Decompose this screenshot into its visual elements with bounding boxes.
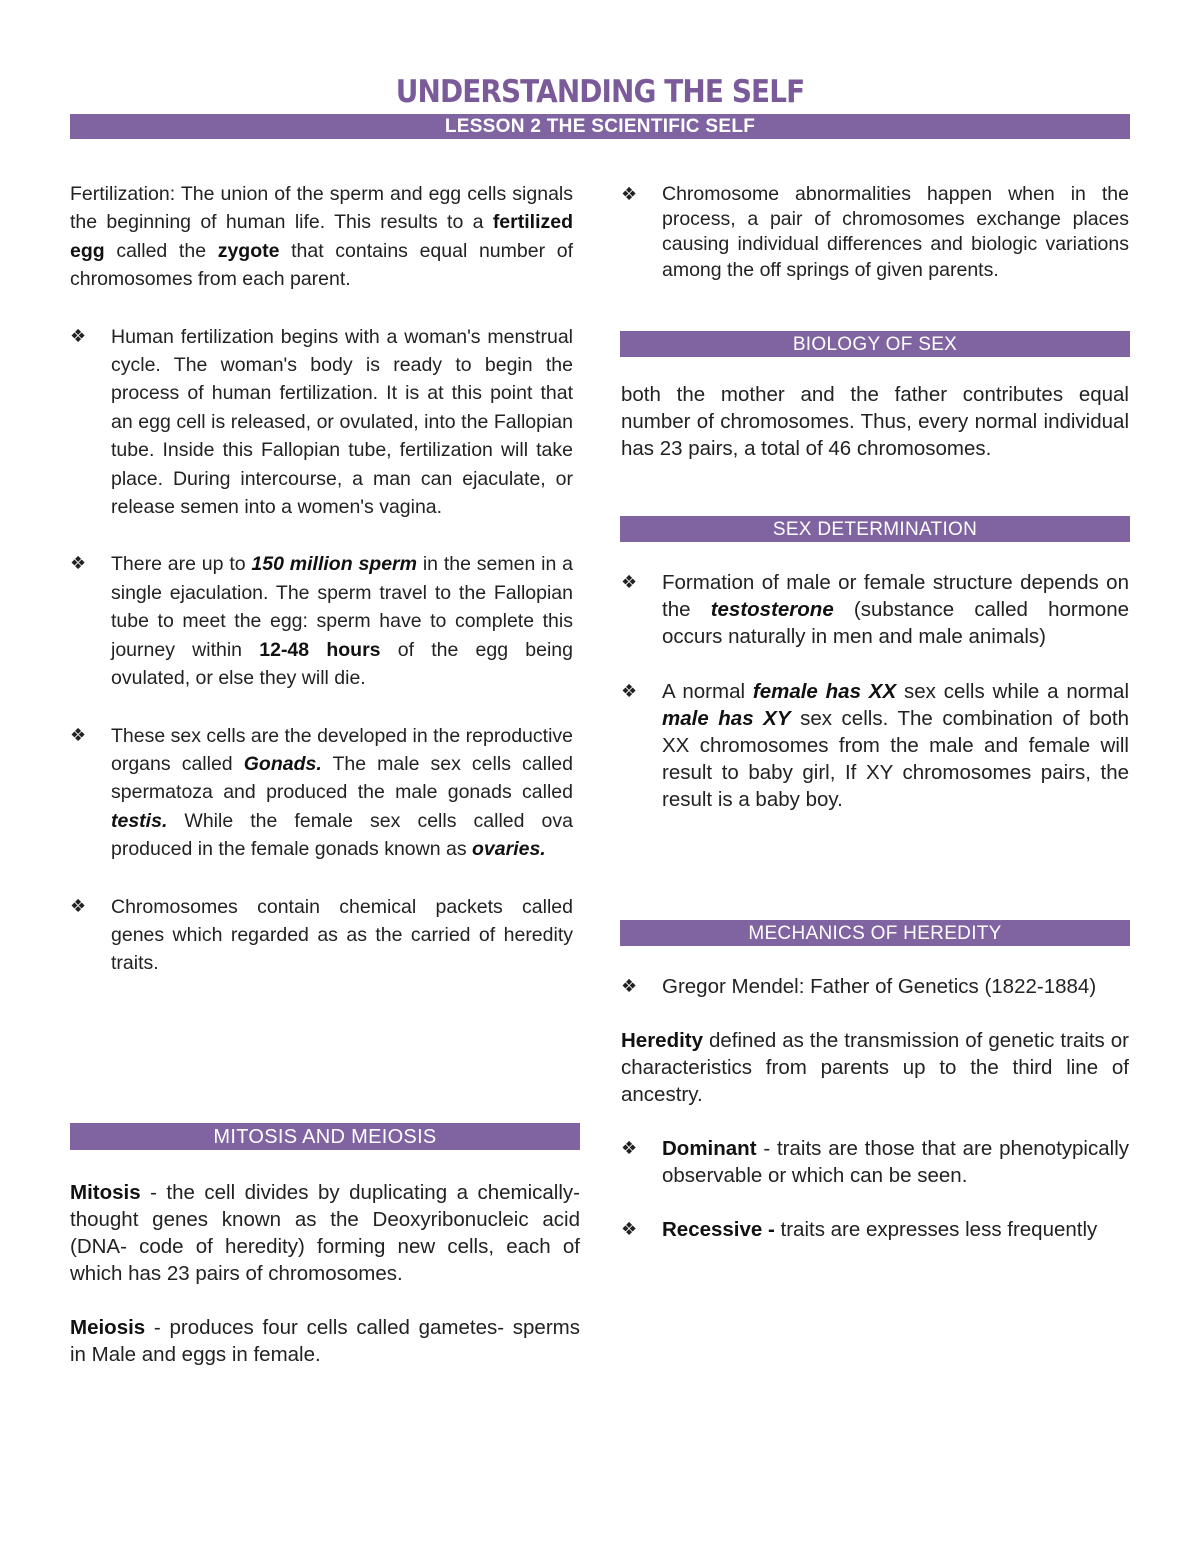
heredity-paragraph: Heredity defined as the transmission of genetic traits or characteristics from parents up to the third line of ancestry.	[621, 1029, 1129, 1106]
mitosis-paragraph: Mitosis - the cell divides by duplicating a chemically-thought genes known as the Deoxyribonucleic acid (DNA- code of heredity) forming new cells, each of which has 23 pairs of chromosomes.	[70, 1181, 580, 1285]
lesson-bar: LESSON 2 THE SCIENTIFIC SELF	[70, 114, 1130, 139]
biology-of-sex-heading: BIOLOGY OF SEX	[620, 331, 1130, 357]
left-column	[70, 180, 573, 978]
left-lower-column	[70, 1179, 580, 1368]
bullet-sperm: ❖ There are up to 150 million sperm in the semen in a single ejaculation. The sperm travel to the Fallopian tube to meet the egg: sperm have to complete this journey within 12-48 hours of the egg being ovulated, or else they will die.	[70, 550, 573, 692]
bullet-chromosomes: ❖ Chromosomes contain chemical packets called genes which regarded as as the carried of heredity traits.	[70, 893, 573, 978]
sex-determination-list	[621, 569, 1129, 813]
diamond-bullet-icon: ❖	[621, 184, 638, 205]
bullet-dominant: ❖ Dominant - traits are those that are phenotypically observable or which can be seen.	[621, 1137, 1129, 1187]
bullet-mendel: ❖ Gregor Mendel: Father of Genetics (1822-1884)	[621, 975, 1097, 998]
bullet-fertilization: ❖ Human fertilization begins with a woman's menstrual cycle. The woman's body is ready to begin the process of human fertilization. It is at this point that an egg cell is released, or ovulated, into the Fallopian tube. Inside this Fallopian tube, fertilization will take place. During intercourse, a man can ejaculate, or release semen into a women's vagina.	[70, 323, 573, 522]
diamond-bullet-icon: ❖	[70, 325, 87, 347]
right-column-top	[621, 182, 1129, 283]
diamond-bullet-icon: ❖	[621, 976, 638, 997]
sex-determination-heading: SEX DETERMINATION	[620, 516, 1130, 542]
meiosis-paragraph: Meiosis - produces four cells called gametes- sperms in Male and eggs in female.	[70, 1316, 580, 1366]
heredity-section	[621, 973, 1129, 1243]
diamond-bullet-icon: ❖	[621, 681, 638, 702]
document-title: UNDERSTANDING THE SELF	[395, 74, 805, 110]
diamond-bullet-icon: ❖	[621, 572, 638, 593]
intro-paragraph: Fertilization: The union of the sperm and egg cells signals the beginning of human life. This results to a fertilized egg called the zygote that contains equal number of chromosomes from each parent.	[70, 183, 573, 291]
bullet-abnormalities: ❖ Chromosome abnormalities happen when in the process, a pair of chromosomes exchange places causing individual differences and biologic variations among the off springs of given parents.	[621, 183, 1129, 281]
diamond-bullet-icon: ❖	[70, 895, 87, 917]
diamond-bullet-icon: ❖	[70, 553, 87, 575]
mechanics-of-heredity-heading: MECHANICS OF HEREDITY	[620, 920, 1130, 946]
biology-paragraph: both the mother and the father contributes equal number of chromosomes. Thus, every normal individual has 23 pairs, a total of 46 chromosomes.	[621, 383, 1129, 460]
mitosis-meiosis-heading: MITOSIS AND MEIOSIS	[70, 1123, 580, 1150]
diamond-bullet-icon: ❖	[621, 1138, 638, 1159]
diamond-bullet-icon: ❖	[621, 1219, 638, 1240]
bullet-xx-xy: ❖ A normal female has XX sex cells while a normal male has XY sex cells. The combination of both XX chromosomes from the male and female will result to baby girl, If XY chromosomes pairs, the result is a baby boy.	[621, 680, 1130, 811]
bullet-testosterone: ❖ Formation of male or female structure depends on the testosterone (substance called hormone occurs naturally in men and male animals)	[621, 571, 1129, 648]
bullet-recessive: ❖ Recessive - traits are expresses less frequently	[621, 1218, 1098, 1241]
bullet-gonads: ❖ These sex cells are the developed in the reproductive organs called Gonads. The male sex cells called spermatoza and produced the male gonads called testis. While the female sex cells called ova produced in the female gonads known as ovaries.	[70, 722, 573, 864]
diamond-bullet-icon: ❖	[70, 724, 87, 746]
